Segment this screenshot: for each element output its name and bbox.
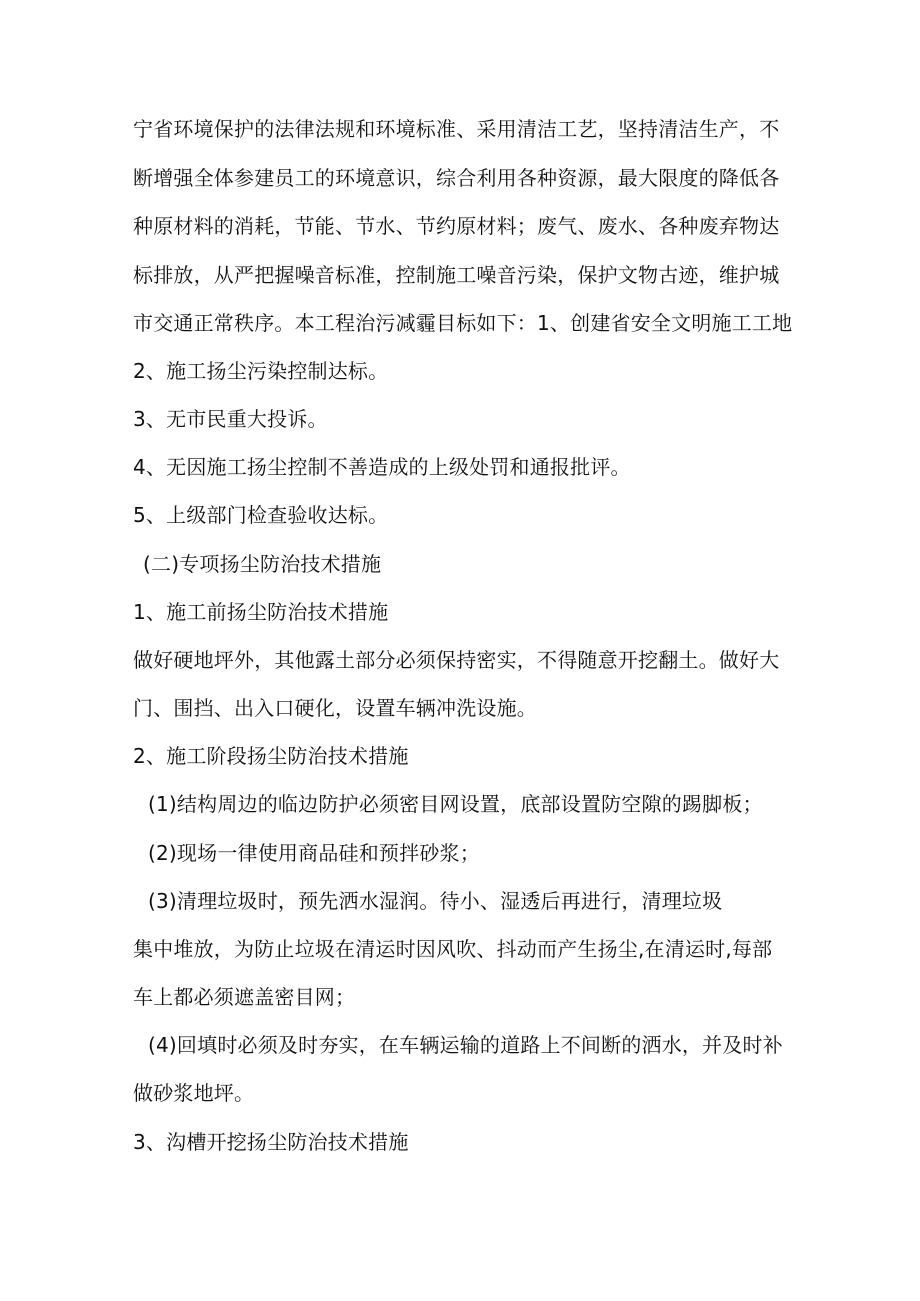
paragraph-line: 门、围挡、出入口硬化，设置车辆冲洗设施。 (133, 696, 537, 720)
list-item: 5、上级部门检查验收达标。 (133, 503, 389, 527)
list-item: (3)清理垃圾时，预先洒水湿润。待小、湿透后再进行，清理垃圾 (148, 889, 723, 913)
paragraph-line: 标排放，从严把握噪音标准，控制施工噪音污染，保护文物古迹，维护城 (133, 263, 780, 287)
list-item: (1)结构周边的临边防护必须密目网设置，底部设置防空隙的踢脚板； (148, 792, 763, 816)
list-item: (2)现场一律使用商品硅和预拌砂浆； (148, 841, 480, 865)
list-item: (4)回填时必须及时夯实，在车辆运输的道路上不间断的洒水，并及时补 (148, 1033, 783, 1057)
list-item: 4、无因施工扬尘控制不善造成的上级处罚和通报批评。 (133, 455, 631, 479)
subsection-heading: 2、施工阶段扬尘防治技术措施 (133, 744, 409, 768)
paragraph-line: 集中堆放，为防止垃圾在清运时因风吹、抖动而产生扬尘,在清运时,每部 (133, 937, 773, 961)
paragraph-line: 做好硬地坪外，其他露土部分必须保持密实，不得随意开挖翻土。做好大 (133, 648, 780, 672)
paragraph-line: 种原材料的消耗，节能、节水、节约原材料；废气、废水、各种废弃物达 (133, 214, 780, 238)
list-item: 3、无市民重大投诉。 (133, 407, 328, 431)
paragraph-line: 做砂浆地坪。 (133, 1081, 255, 1105)
section-heading: (二)专项扬尘防治技术措施 (143, 552, 382, 576)
list-item: 2、施工扬尘污染控制达标。 (133, 359, 389, 383)
subsection-heading: 3、沟槽开挖扬尘防治技术措施 (133, 1130, 409, 1154)
paragraph-line: 断增强全体参建员工的环境意识，综合利用各种资源，最大限度的降低各 (133, 166, 780, 190)
subsection-heading: 1、施工前扬尘防治技术措施 (133, 600, 389, 624)
paragraph-line: 车上都必须遮盖密目网； (133, 985, 356, 1009)
paragraph-line: 宁省环境保护的法律法规和环境标准、采用清洁工艺，坚持清洁生产，不 (133, 117, 780, 141)
paragraph-line: 市交通正常秩序。本工程治污减霾目标如下：1、创建省安全文明施工工地 (133, 311, 793, 335)
